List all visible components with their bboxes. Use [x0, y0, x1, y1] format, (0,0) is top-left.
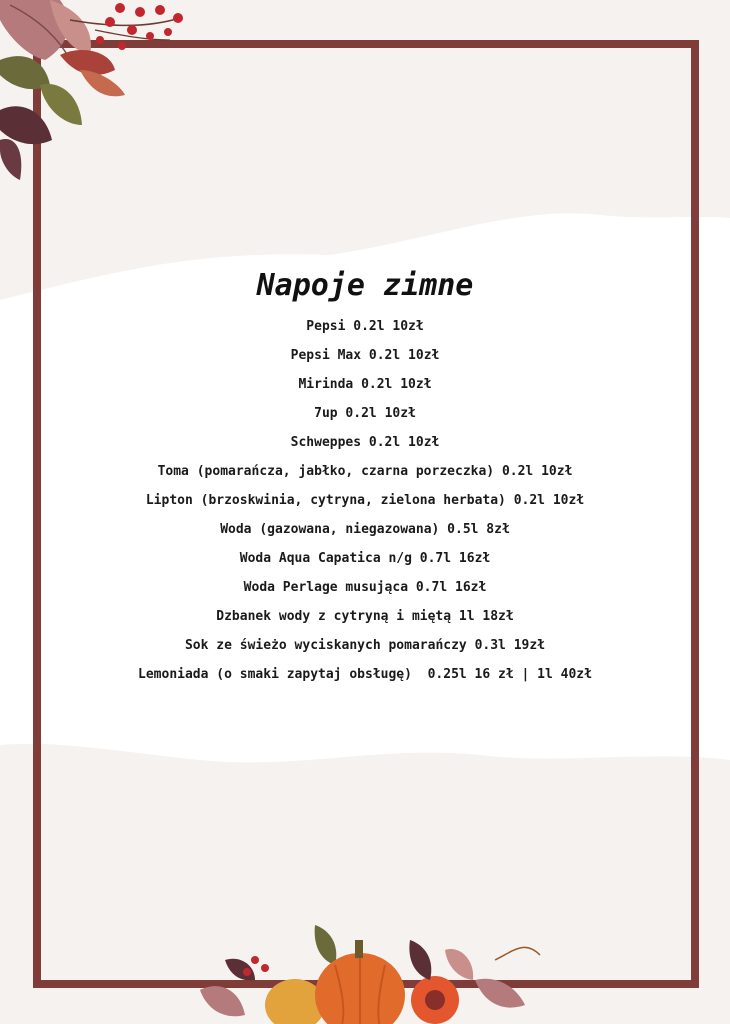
list-item: Woda Perlage musująca 0.7l 16zł	[243, 580, 487, 595]
list-item: Dzbanek wody z cytryną i miętą 1l 18zł	[216, 609, 514, 624]
list-item: Mirinda 0.2l 10zł	[298, 377, 432, 392]
list-item: Pepsi Max 0.2l 10zł	[290, 348, 440, 363]
list-item: Lipton (brzoskwinia, cytryna, zielona herbata) 0.2l 10zł	[145, 493, 585, 508]
menu-title: Napoje zimne	[256, 268, 474, 303]
menu-content	[0, 268, 730, 689]
list-item: 7up 0.2l 10zł	[314, 406, 416, 421]
list-item: Toma (pomarańcza, jabłko, czarna porzeczka) 0.2l 10zł	[157, 464, 573, 479]
autumn-leaves-icon	[0, 0, 200, 185]
drinks-list	[0, 312, 730, 689]
list-item: Pepsi 0.2l 10zł	[306, 319, 424, 334]
list-item: Woda (gazowana, niegazowana) 0.5l 8zł	[220, 522, 510, 537]
list-item: Sok ze świeżo wyciskanych pomarańczy 0.3l 19zł	[184, 638, 546, 653]
list-item: Lemoniada (o smaki zapytaj obsługę) 0.25l 16 zł | 1l 40zł	[138, 667, 592, 682]
pumpkin-flowers-icon	[195, 920, 545, 1024]
list-item: Woda Aqua Capatica n/g 0.7l 16zł	[239, 551, 491, 566]
list-item: Schweppes 0.2l 10zł	[290, 435, 440, 450]
